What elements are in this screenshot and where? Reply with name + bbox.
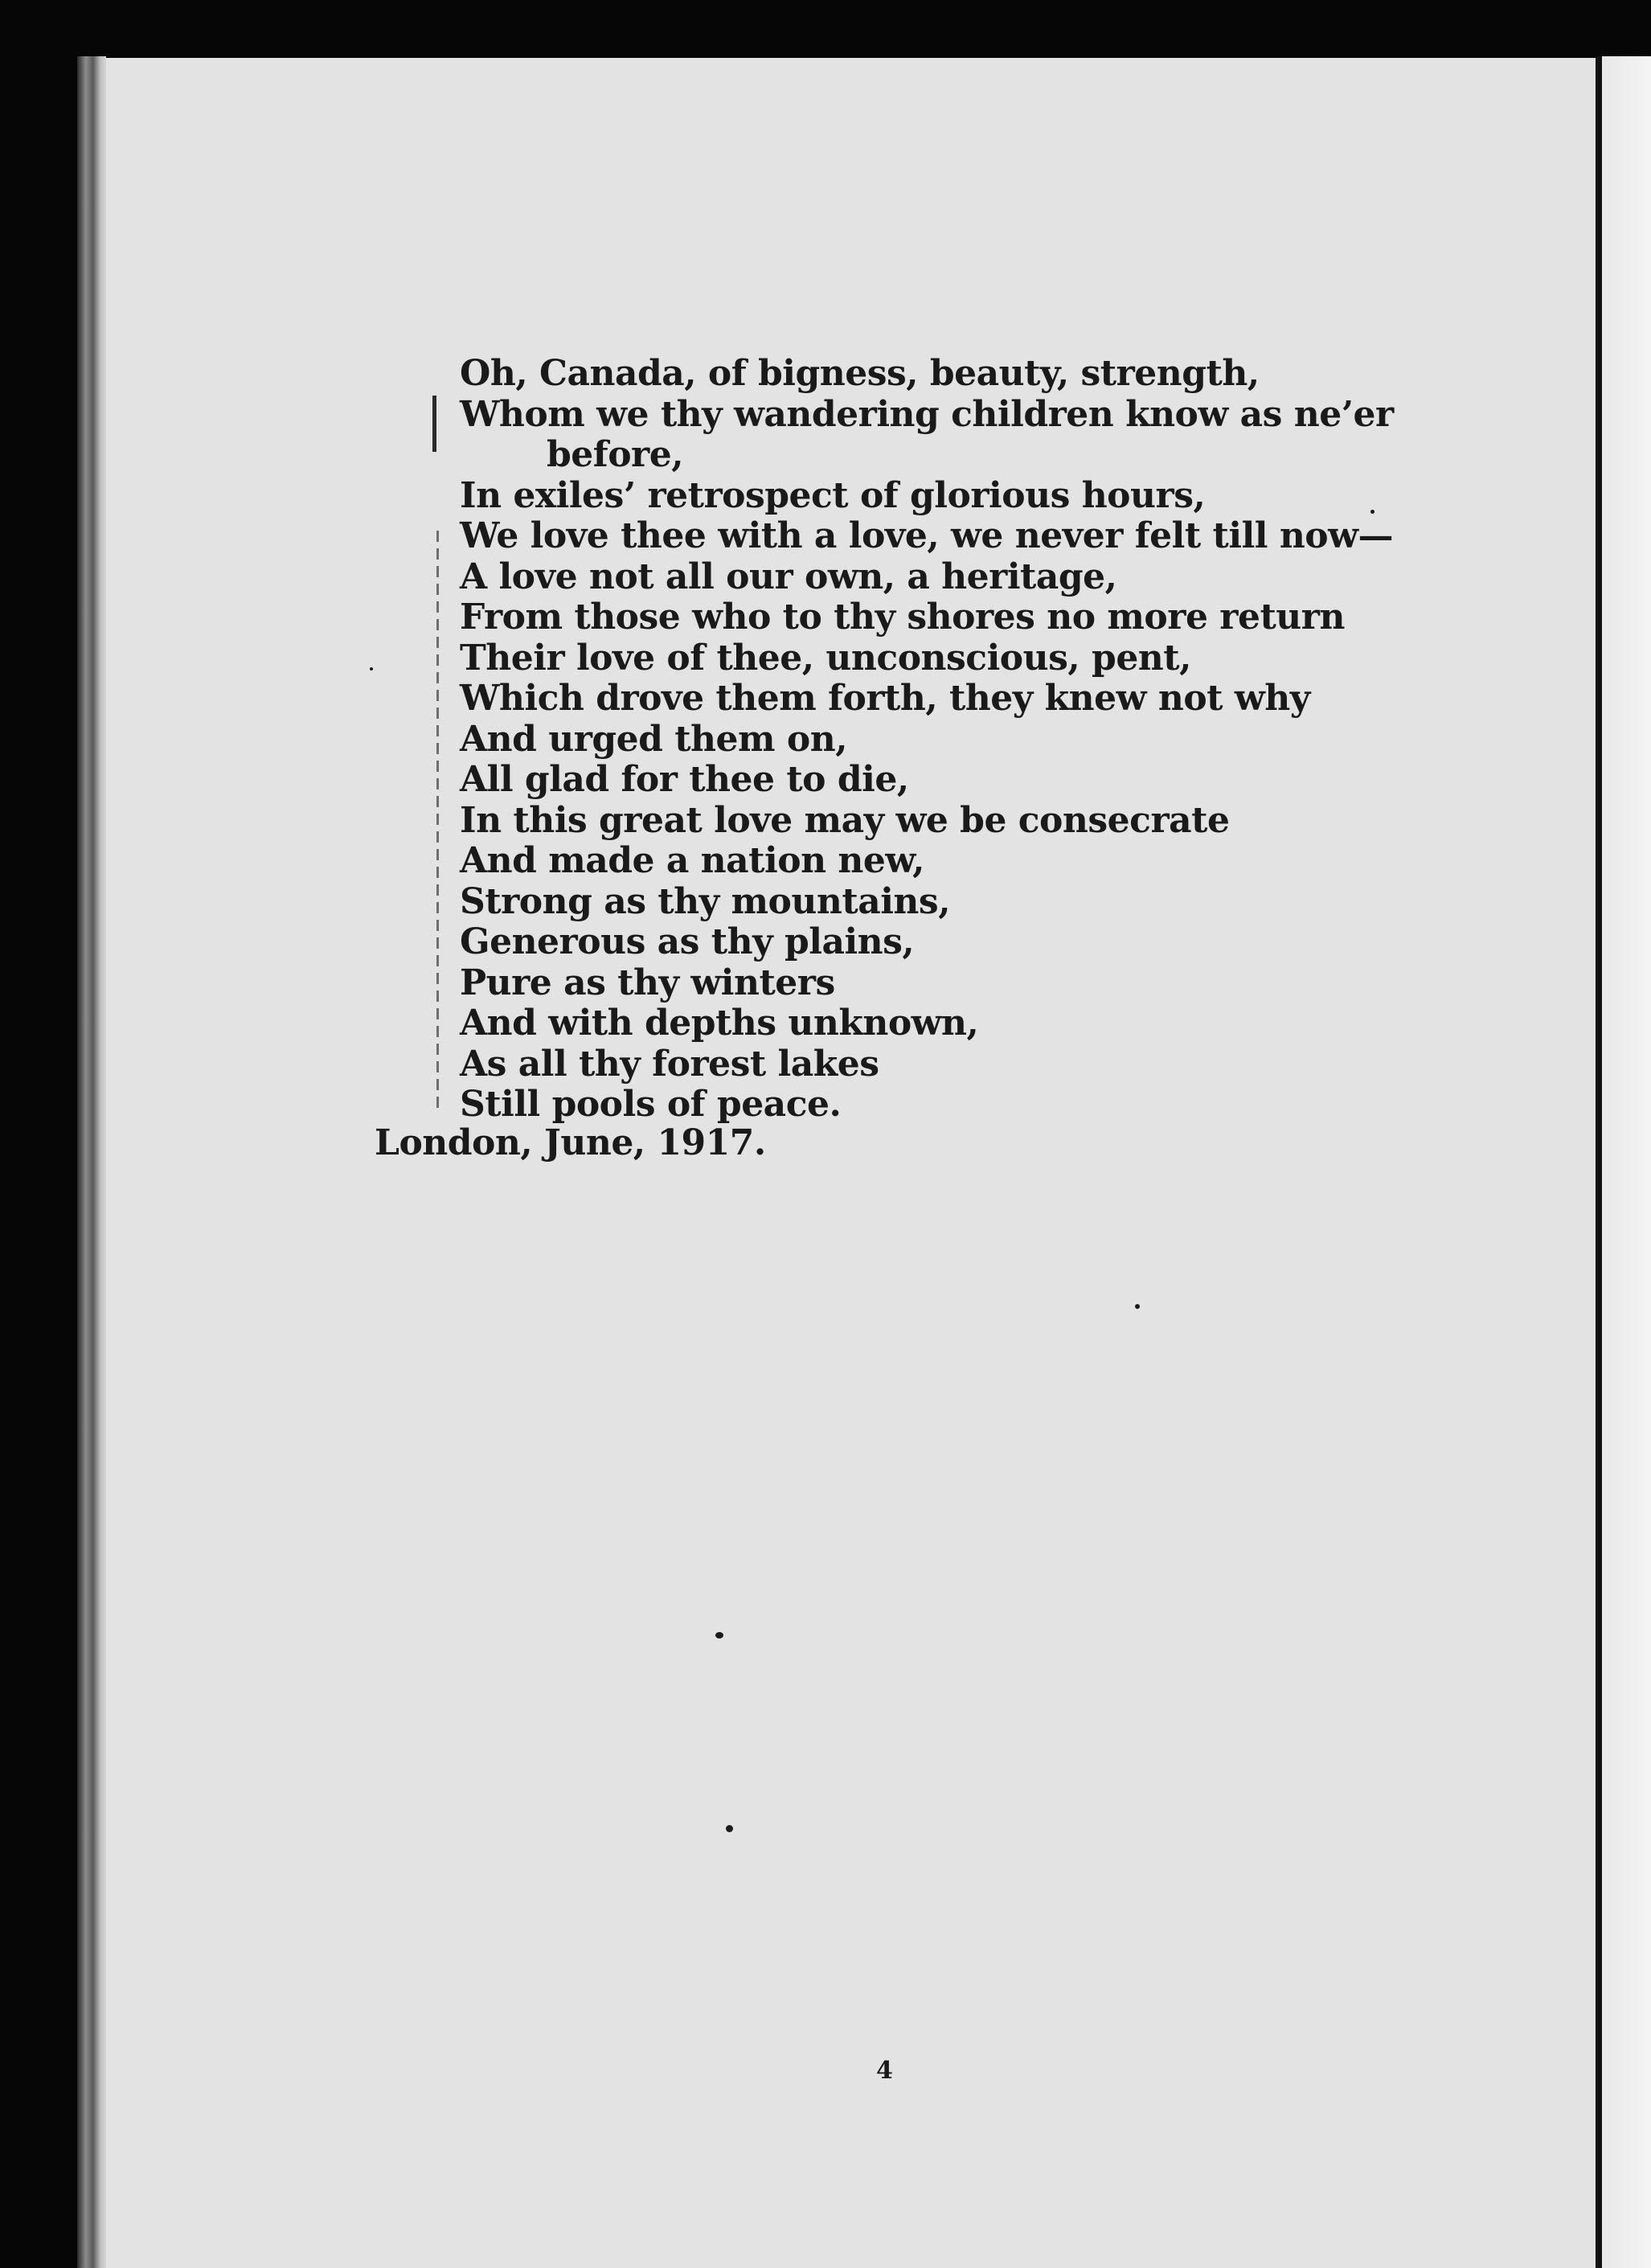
poem-line: From those who to thy shores no more return — [460, 597, 1345, 638]
poem-signoff: London, June, 1917. — [375, 1122, 766, 1163]
poem-line: In this great love may we be consecrate — [460, 799, 1230, 841]
margin-rule — [436, 531, 439, 1109]
poem-line: Strong as thy mountains, — [460, 880, 951, 922]
ink-speck — [1135, 1304, 1140, 1309]
page-number: 4 — [876, 2057, 893, 2085]
ink-speck — [1370, 510, 1374, 514]
ink-speck — [715, 1632, 723, 1638]
poem-body — [460, 354, 1394, 1126]
poem-line: And with depths unknown, — [460, 1003, 979, 1044]
poem-line: Pure as thy winters — [460, 962, 835, 1003]
poem-line: Their love of thee, unconscious, pent, — [460, 637, 1191, 679]
ink-speck — [726, 1825, 733, 1832]
poem-line: Whom we thy wandering children know as ne’er — [460, 393, 1394, 435]
poem-line: Which drove them forth, they knew not why — [460, 678, 1310, 719]
margin-mark — [432, 396, 436, 452]
poem-line: Still pools of peace. — [460, 1084, 842, 1125]
poem-line-continuation: before, — [547, 434, 684, 475]
poem-line: All glad for thee to die, — [460, 759, 909, 800]
poem-line: In exiles’ retrospect of glorious hours, — [460, 474, 1206, 516]
book-spine-edge — [77, 56, 106, 2268]
page-right-edge — [1596, 56, 1602, 2268]
poem-line: A love not all our own, a heritage, — [460, 556, 1117, 597]
poem-line: Oh, Canada, of bigness, beauty, strength, — [460, 353, 1260, 394]
ink-speck — [370, 667, 373, 671]
poem-line: And urged them on, — [460, 718, 848, 760]
poem-line: We love thee with a love, we never felt till now— — [460, 515, 1394, 556]
poem-line: Generous as thy plains, — [460, 921, 915, 962]
poem-line: As all thy forest lakes — [460, 1043, 879, 1085]
poem-line: And made a nation new, — [460, 840, 924, 881]
adjacent-page-strip — [1602, 56, 1651, 2268]
